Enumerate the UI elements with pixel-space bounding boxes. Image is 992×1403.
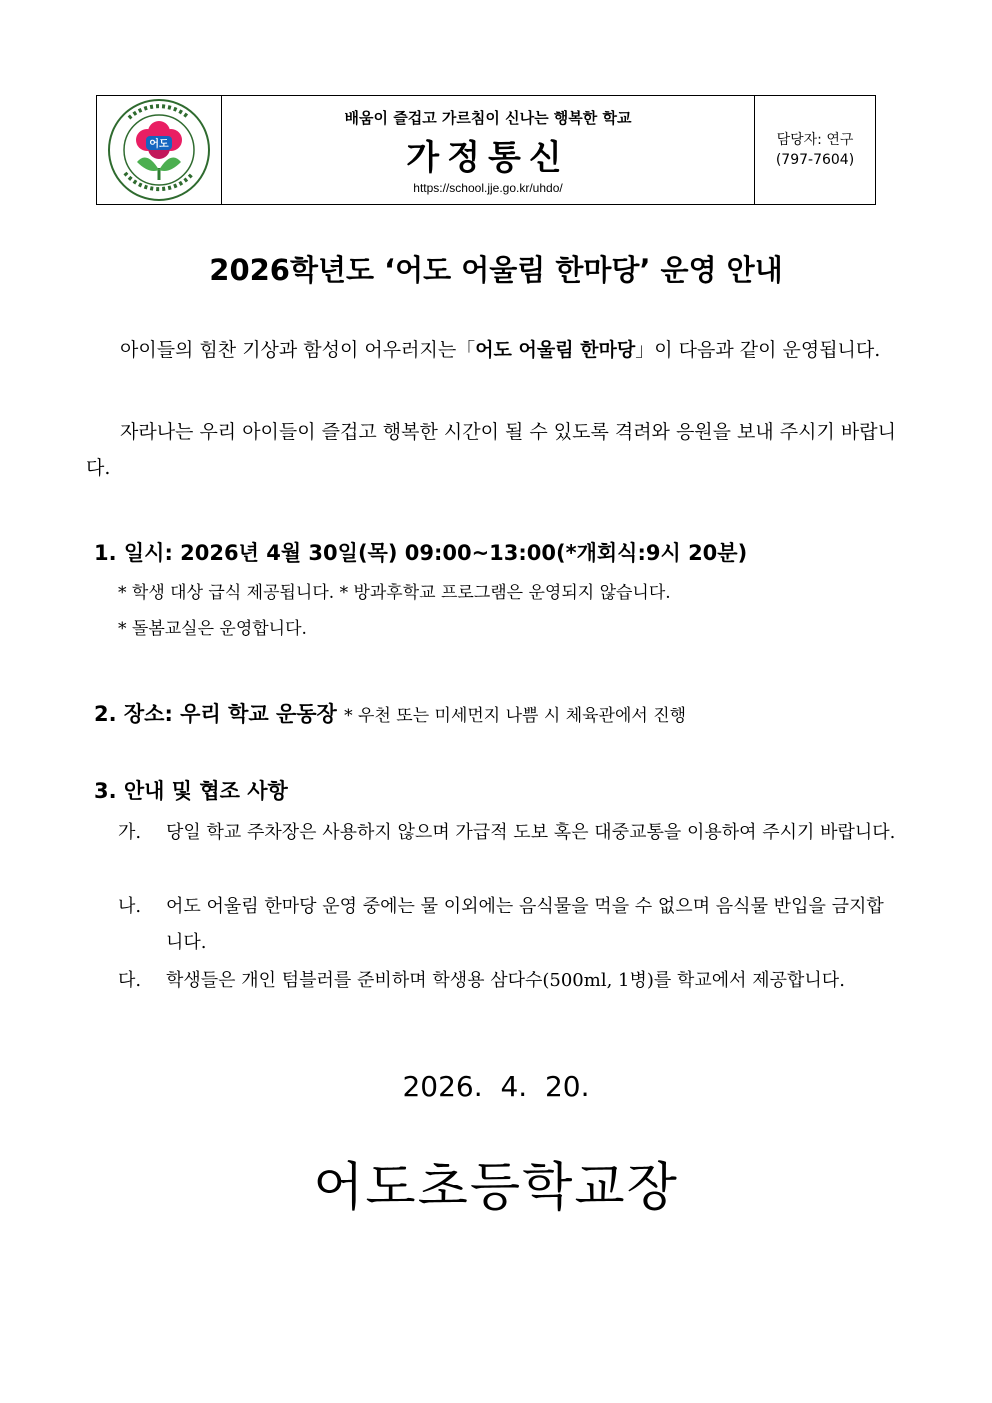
intro-text-2: 자라나는 우리 아이들이 즐겁고 행복한 시간이 될 수 있도록 격려와 응원을 보내 주시기 바랍니다. — [86, 421, 896, 479]
contact-label: 담당자: 연구 — [776, 132, 854, 148]
date-note-1: * 학생 대상 급식 제공됩니다. * 방과후학교 프로그램은 운영되지 않습니다. — [118, 583, 671, 603]
svg-text:어도: 어도 — [149, 139, 169, 150]
guide-item — [118, 889, 898, 961]
item-place-heading — [94, 698, 894, 728]
date-note-2: * 돌봄교실은 운영합니다. — [118, 619, 307, 639]
guide-marker: 다. — [118, 970, 142, 991]
intro-paragraph-2 — [86, 414, 901, 486]
guide-text: 어도 어울림 한마당 운영 중에는 물 이외에는 음식물을 먹을 수 없으며 음식물 반입을 금지합니다. — [166, 896, 884, 953]
place-note: * 우천 또는 미세먼지 나쁨 시 체육관에서 진행 — [344, 706, 687, 726]
intro-text-1a: 아이들의 힘찬 기상과 함성이 어우러지는「 — [120, 339, 476, 361]
school-url[interactable]: https://school.jje.go.kr/uhdo/ — [413, 181, 563, 195]
guide-text: 당일 학교 주차장은 사용하지 않으며 가급적 도보 혹은 대중교통을 이용하여 주시기 바랍니다. — [166, 822, 896, 843]
school-motto: 배움이 즐겁고 가르침이 신나는 행복한 학교 — [344, 109, 632, 127]
letterhead — [96, 95, 876, 205]
guide-text: 학생들은 개인 텀블러를 준비하며 학생용 삼다수(500ml, 1병)를 학교에서 제공합니다. — [166, 970, 845, 991]
school-logo-cell — [97, 96, 222, 204]
letterhead-title-cell — [222, 96, 754, 204]
issue-date: 2026. 4. 20. — [402, 1070, 590, 1103]
newsletter-title: 가정통신 — [406, 138, 570, 178]
guide-item — [118, 815, 898, 851]
school-emblem-icon — [107, 98, 211, 202]
guide-marker: 가. — [118, 822, 142, 843]
guide-marker: 나. — [118, 896, 142, 917]
event-name: 어도 어울림 한마당 — [475, 339, 636, 361]
document-title: 2026학년도 ‘어도 어울림 한마당’ 운영 안내 — [209, 253, 783, 287]
item-date-heading: 1. 일시: 2026년 4월 30일(목) 09:00~13:00(*개회식:9시 20분) — [94, 541, 748, 565]
item-guide-heading: 3. 안내 및 협조 사항 — [94, 779, 288, 803]
principal-signature: 어도초등학교장 — [313, 1158, 679, 1218]
guide-item — [118, 963, 898, 999]
contact-cell — [754, 96, 875, 204]
contact-phone: (797-7604) — [775, 152, 855, 168]
intro-paragraph-1 — [86, 332, 901, 368]
place-heading-text: 2. 장소: 우리 학교 운동장 — [94, 702, 337, 726]
intro-text-1b: 」이 다음과 같이 운영됩니다. — [635, 339, 881, 361]
